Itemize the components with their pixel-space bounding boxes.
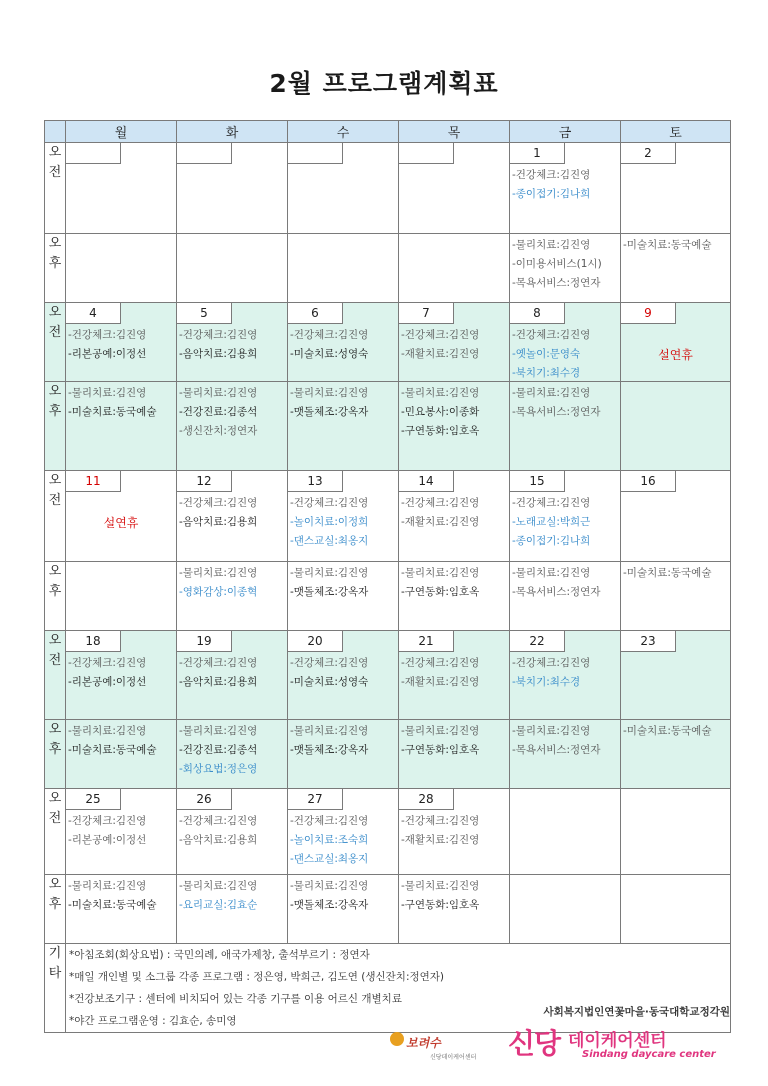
- program-item: -종이접기:김나희: [512, 535, 591, 547]
- program-item: -물리치료:김진영: [290, 880, 369, 892]
- day-cell-pm: [621, 562, 731, 631]
- day-cell-pm: [510, 562, 621, 631]
- day-number: 11: [66, 471, 121, 492]
- period-label-char: 후: [48, 742, 62, 757]
- day-number: 19: [177, 631, 232, 652]
- holiday-label: 설연휴: [103, 516, 139, 530]
- day-cell-pm: [621, 382, 731, 471]
- pm-label: [45, 562, 66, 631]
- program-item: -요리교실:김효순: [179, 899, 258, 911]
- period-label-char: 후: [48, 897, 62, 912]
- day-number: 2: [621, 143, 676, 164]
- program-item: -물리치료:김진영: [401, 387, 480, 399]
- day-cell-am: [288, 143, 399, 234]
- day-cell-am: [66, 471, 177, 562]
- day-cell-am: [510, 789, 621, 875]
- day-cell-am: [288, 789, 399, 875]
- day-cell-am: [288, 303, 399, 382]
- day-number: 12: [177, 471, 232, 492]
- program-item: -미술치료:동국예술: [623, 725, 712, 737]
- program-item: -민요봉사:이종화: [401, 406, 480, 418]
- program-item: -댄스교실:최옹지: [290, 535, 369, 547]
- day-number: 28: [399, 789, 454, 810]
- daycare-center-text: 데이케어센터: [568, 1031, 667, 1051]
- program-item: -물리치료:김진영: [512, 725, 591, 737]
- program-item: -목욕서비스:정연자: [512, 277, 601, 289]
- program-item: -건강진료:김종석: [179, 744, 258, 756]
- day-cell-pm: [288, 234, 399, 303]
- program-item: -맷돌체조:강옥자: [290, 899, 369, 911]
- program-item: -놀이치료:이정희: [290, 516, 369, 528]
- day-cell-pm: [399, 720, 510, 789]
- header-corner: [45, 121, 66, 143]
- day-number: 7: [399, 303, 454, 324]
- day-cell-am: [621, 471, 731, 562]
- day-number: [177, 143, 232, 164]
- day-cell-am: [66, 631, 177, 720]
- period-label-char: 후: [48, 404, 62, 419]
- day-cell-pm: [399, 234, 510, 303]
- program-item: -종이접기:김나희: [512, 188, 591, 200]
- period-label-char: 전: [48, 653, 62, 668]
- program-item: -건강체크:김진영: [401, 815, 480, 827]
- day-number: 26: [177, 789, 232, 810]
- program-item: -회상요법:정은영: [179, 763, 258, 775]
- period-label-char: 후: [48, 584, 62, 599]
- period-label-char: 전: [48, 493, 62, 508]
- program-item: -물리치료:김진영: [290, 725, 369, 737]
- holiday-label: 설연휴: [658, 348, 693, 362]
- day-cell-pm: [510, 234, 621, 303]
- program-item: -구연동화:임호옥: [401, 899, 480, 911]
- day-cell-pm: [621, 875, 731, 944]
- period-label-char: 기: [48, 946, 62, 961]
- weekday-header: 월: [66, 121, 177, 143]
- week-pm-row: [45, 720, 731, 789]
- program-item: -건강체크:김진영: [512, 657, 591, 669]
- program-item: -목욕서비스:정연자: [512, 744, 601, 756]
- day-cell-pm: [288, 875, 399, 944]
- weekday-header: 화: [177, 121, 288, 143]
- program-item: -건강체크:김진영: [512, 169, 591, 181]
- weekday-header-row: [45, 121, 731, 143]
- program-item: -구연동화:임호옥: [401, 586, 480, 598]
- program-item: -물리치료:김진영: [68, 725, 147, 737]
- day-cell-am: [399, 789, 510, 875]
- period-label-char: 전: [48, 325, 62, 340]
- program-item: -물리치료:김진영: [512, 387, 591, 399]
- day-cell-am: [288, 631, 399, 720]
- week-am-row: [45, 789, 731, 875]
- day-cell-pm: [177, 875, 288, 944]
- day-cell-am: [177, 631, 288, 720]
- page-title: 2월 프로그램계획표: [269, 69, 499, 98]
- program-item: -목욕서비스:정연자: [512, 406, 601, 418]
- program-item: -물리치료:김진영: [512, 239, 591, 251]
- program-item: -북치기:최수경: [512, 367, 581, 379]
- program-item: -미술치료:동국예술: [68, 744, 157, 756]
- day-number: 15: [510, 471, 565, 492]
- pm-label: [45, 720, 66, 789]
- program-item: -물리치료:김진영: [290, 387, 369, 399]
- week-pm-row: [45, 382, 731, 471]
- day-cell-am: [288, 471, 399, 562]
- program-item: -영화감상:이종혁: [179, 586, 258, 598]
- program-item: -재활치료:김진영: [401, 348, 480, 360]
- week-am-row: [45, 471, 731, 562]
- period-label-char: 오: [48, 791, 62, 806]
- program-item: -리본공예:이정선: [68, 834, 147, 846]
- program-item: -건강체크:김진영: [290, 657, 369, 669]
- day-number: 8: [510, 303, 565, 324]
- day-cell-pm: [399, 382, 510, 471]
- program-item: -음악치료:김용희: [179, 676, 258, 688]
- day-cell-am: [177, 303, 288, 382]
- program-item: -미술치료:성영숙: [290, 348, 369, 360]
- day-cell-pm: [177, 382, 288, 471]
- day-number: 6: [288, 303, 343, 324]
- program-item: -미술치료:동국예술: [623, 239, 712, 251]
- program-item: -물리치료:김진영: [179, 567, 258, 579]
- program-item: -건강체크:김진영: [179, 657, 258, 669]
- day-cell-am: [399, 303, 510, 382]
- am-label: [45, 303, 66, 382]
- program-item: -옛놀이:문영숙: [512, 348, 581, 360]
- day-cell-pm: [288, 720, 399, 789]
- day-cell-pm: [399, 562, 510, 631]
- schedule-table: [44, 120, 731, 1033]
- week-pm-row: [45, 234, 731, 303]
- program-item: -맷돌체조:강옥자: [290, 406, 369, 418]
- program-item: -건강체크:김진영: [179, 329, 258, 341]
- period-label-char: 오: [48, 722, 62, 737]
- day-cell-am: [510, 471, 621, 562]
- pm-label: [45, 875, 66, 944]
- pm-label: [45, 382, 66, 471]
- program-item: -건강진료:김종석: [179, 406, 258, 418]
- day-cell-pm: [177, 562, 288, 631]
- day-cell-pm: [510, 720, 621, 789]
- day-cell-pm: [621, 720, 731, 789]
- program-item: -물리치료:김진영: [179, 725, 258, 737]
- program-item: -물리치료:김진영: [512, 567, 591, 579]
- note-line: *건강보조기구 : 센터에 비치되어 있는 각종 기구를 이용 어르신 개별치료: [69, 993, 402, 1005]
- program-item: -물리치료:김진영: [290, 567, 369, 579]
- program-item: -물리치료:김진영: [401, 567, 480, 579]
- day-number: 9: [621, 303, 676, 324]
- week-am-row: [45, 631, 731, 720]
- day-cell-pm: [510, 382, 621, 471]
- day-number: 14: [399, 471, 454, 492]
- program-item: -노래교실:박희근: [512, 516, 591, 528]
- day-cell-am: [177, 789, 288, 875]
- period-label-char: 오: [48, 633, 62, 648]
- period-label-char: 전: [48, 811, 62, 826]
- day-cell-am: [621, 303, 731, 382]
- day-cell-am: [621, 789, 731, 875]
- weekday-header: 금: [510, 121, 621, 143]
- program-item: -맷돌체조:강옥자: [290, 744, 369, 756]
- weekday-header: 목: [399, 121, 510, 143]
- day-cell-am: [510, 303, 621, 382]
- day-number: 1: [510, 143, 565, 164]
- day-number: 21: [399, 631, 454, 652]
- period-label-char: 오: [48, 305, 62, 320]
- note-line: *아침조회(회상요법) : 국민의례, 애국가제창, 출석부르기 : 정연자: [69, 949, 370, 961]
- day-cell-am: [66, 143, 177, 234]
- day-cell-pm: [66, 234, 177, 303]
- period-label-char: 오: [48, 877, 62, 892]
- day-cell-pm: [510, 875, 621, 944]
- day-number: 16: [621, 471, 676, 492]
- program-item: -건강체크:김진영: [179, 815, 258, 827]
- program-item: -물리치료:김진영: [401, 880, 480, 892]
- week-am-row: [45, 143, 731, 234]
- etc-label: [45, 944, 66, 1033]
- program-item: -구연동화:임호옥: [401, 425, 480, 437]
- program-item: -물리치료:김진영: [68, 387, 147, 399]
- day-number: [399, 143, 454, 164]
- program-item: -물리치료:김진영: [179, 880, 258, 892]
- program-item: -리본공예:이정선: [68, 676, 147, 688]
- period-label-char: 오: [48, 384, 62, 399]
- day-cell-am: [399, 143, 510, 234]
- day-cell-am: [510, 631, 621, 720]
- day-cell-am: [177, 143, 288, 234]
- program-item: -음악치료:김용희: [179, 516, 258, 528]
- program-item: -미술치료:동국예술: [623, 567, 712, 579]
- program-item: -북치기:최수경: [512, 676, 581, 688]
- day-cell-pm: [177, 720, 288, 789]
- program-item: -댄스교실:최옹지: [290, 853, 369, 865]
- weekday-header: 토: [621, 121, 731, 143]
- lotus-icon: [390, 1032, 404, 1046]
- note-line: *야간 프로그램운영 : 김효순, 송미영: [69, 1015, 237, 1027]
- program-item: -건강체크:김진영: [401, 329, 480, 341]
- day-number: 5: [177, 303, 232, 324]
- program-item: -생신잔치:정연자: [179, 425, 258, 437]
- program-item: -재활치료:김진영: [401, 516, 480, 528]
- week-am-row: [45, 303, 731, 382]
- program-item: -맷돌체조:강옥자: [290, 586, 369, 598]
- day-cell-pm: [66, 720, 177, 789]
- period-label-char: 오: [48, 236, 62, 251]
- note-line: *매일 개인별 및 소그룹 각종 프로그램 : 정은영, 박희근, 김도연 (생신잔치:정연자): [69, 971, 445, 983]
- program-item: -물리치료:김진영: [179, 387, 258, 399]
- program-item: -건강체크:김진영: [68, 815, 147, 827]
- program-item: -재활치료:김진영: [401, 834, 480, 846]
- period-label-char: 오: [48, 473, 62, 488]
- am-label: [45, 631, 66, 720]
- footer-logo-area: [400, 1000, 730, 1070]
- day-cell-am: [66, 303, 177, 382]
- week-pm-row: [45, 562, 731, 631]
- period-label-char: 타: [48, 966, 62, 981]
- pm-label: [45, 234, 66, 303]
- program-item: -리본공예:이정선: [68, 348, 147, 360]
- program-item: -음악치료:김용희: [179, 834, 258, 846]
- day-cell-am: [399, 631, 510, 720]
- program-item: -건강체크:김진영: [290, 815, 369, 827]
- program-item: -건강체크:김진영: [290, 497, 369, 509]
- day-cell-pm: [66, 562, 177, 631]
- day-cell-pm: [66, 382, 177, 471]
- program-item: -음악치료:김용희: [179, 348, 258, 360]
- day-number: 4: [66, 303, 121, 324]
- boryeo-logo-text: 보려수: [406, 1036, 441, 1050]
- program-item: -미술치료:동국예술: [68, 899, 157, 911]
- program-item: -미술치료:성영숙: [290, 676, 369, 688]
- english-name: Sindang daycare center: [582, 1049, 716, 1060]
- program-item: -건강체크:김진영: [512, 497, 591, 509]
- day-cell-pm: [66, 875, 177, 944]
- week-pm-row: [45, 875, 731, 944]
- program-item: -목욕서비스:정연자: [512, 586, 601, 598]
- program-item: -놀이치료:조숙희: [290, 834, 369, 846]
- program-item: -건강체크:김진영: [401, 497, 480, 509]
- program-item: -물리치료:김진영: [68, 880, 147, 892]
- center-logo: [400, 1022, 730, 1066]
- program-item: -물리치료:김진영: [401, 725, 480, 737]
- boryeo-logo-subtext: 신당데이케어센터: [430, 1054, 477, 1061]
- day-cell-am: [621, 143, 731, 234]
- day-cell-pm: [621, 234, 731, 303]
- day-number: 13: [288, 471, 343, 492]
- day-number: 23: [621, 631, 676, 652]
- program-item: -미술치료:동국예술: [68, 406, 157, 418]
- program-item: -건강체크:김진영: [68, 657, 147, 669]
- program-item: -재활치료:김진영: [401, 676, 480, 688]
- day-number: [288, 143, 343, 164]
- sindang-logo-text: 신당: [508, 1027, 561, 1060]
- day-number: [66, 143, 121, 164]
- day-number: 20: [288, 631, 343, 652]
- am-label: [45, 789, 66, 875]
- program-item: -건강체크:김진영: [290, 329, 369, 341]
- program-item: -건강체크:김진영: [179, 497, 258, 509]
- program-item: -건강체크:김진영: [68, 329, 147, 341]
- day-cell-pm: [288, 382, 399, 471]
- day-cell-am: [177, 471, 288, 562]
- day-number: 18: [66, 631, 121, 652]
- day-number: 22: [510, 631, 565, 652]
- period-label-char: 후: [48, 256, 62, 271]
- day-cell-am: [510, 143, 621, 234]
- day-cell-pm: [399, 875, 510, 944]
- weekday-header: 수: [288, 121, 399, 143]
- period-label-char: 오: [48, 145, 62, 160]
- day-cell-am: [66, 789, 177, 875]
- am-label: [45, 471, 66, 562]
- program-item: -구연동화:임호옥: [401, 744, 480, 756]
- am-label: [45, 143, 66, 234]
- program-item: -건강체크:김진영: [512, 329, 591, 341]
- org-line: 사회복지법인연꽃마을·동국대학교정각원: [543, 1006, 730, 1018]
- period-label-char: 오: [48, 564, 62, 579]
- day-cell-pm: [177, 234, 288, 303]
- period-label-char: 전: [48, 165, 62, 180]
- day-number: 27: [288, 789, 343, 810]
- program-item: -이미용서비스(1시): [512, 258, 602, 270]
- day-cell-am: [621, 631, 731, 720]
- day-cell-pm: [288, 562, 399, 631]
- day-number: 25: [66, 789, 121, 810]
- program-item: -건강체크:김진영: [401, 657, 480, 669]
- day-cell-am: [399, 471, 510, 562]
